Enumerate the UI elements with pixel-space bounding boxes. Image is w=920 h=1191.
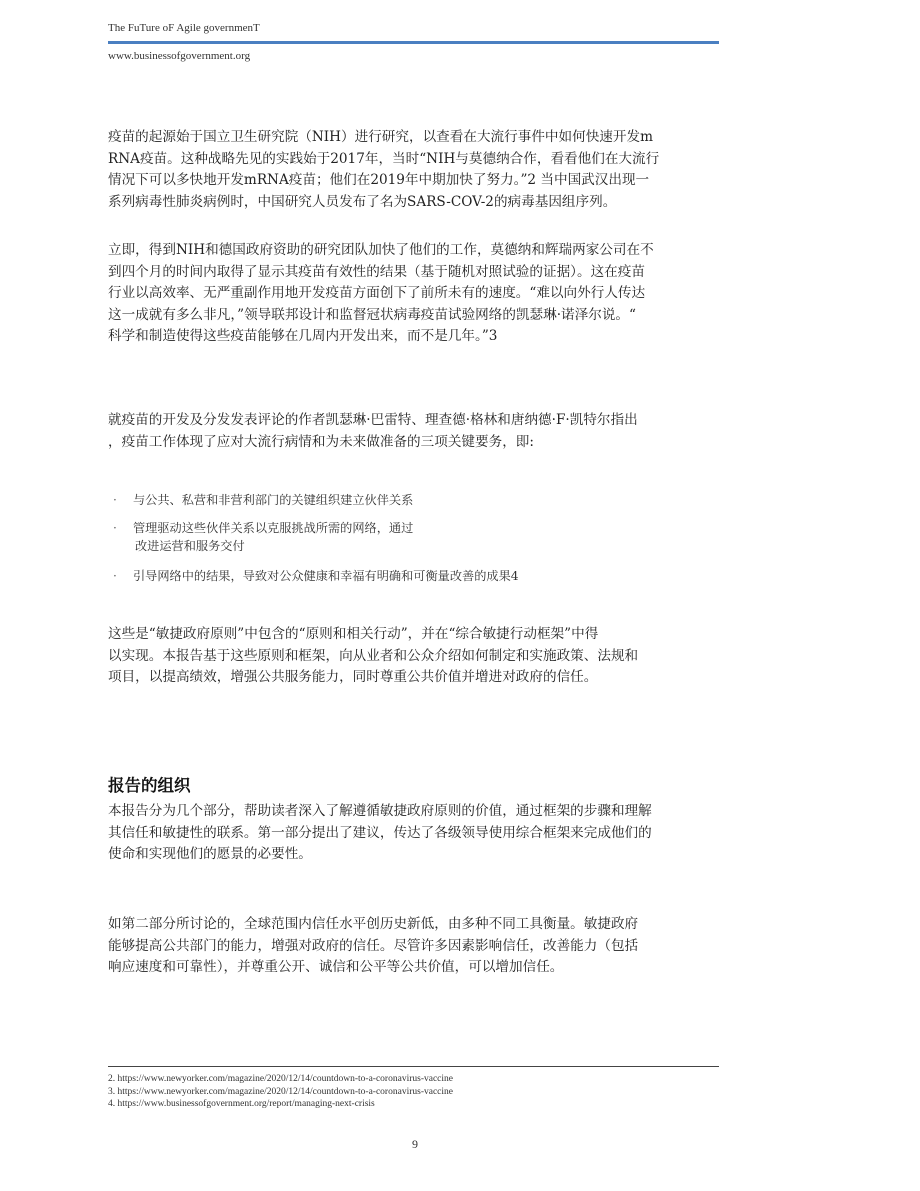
text-line: 能够提高公共部门的能力，增强对政府的信任。尽管许多因素影响信任，改善能力（包括 (108, 937, 639, 954)
text-line: 行业以高效率、无严重副作用地开发疫苗方面创下了前所未有的速度。“难以向外行人传达 (108, 285, 646, 301)
list-item-text: 管理驱动这些伙伴关系以克服挑战所需的网络，通过 (133, 521, 414, 535)
page-number: 9 (412, 1137, 418, 1151)
text-line: 这些是“敏捷政府原则”中包含的“原则和相关行动”，并在“综合敏捷行动框架”中得 (108, 626, 599, 642)
running-header-title: The FuTure oF Agile governmenT (108, 22, 260, 34)
text-line: 疫苗的起源始于国立卫生研究院（NIH）进行研究，以查看在大流行事件中如何快速开发m (108, 129, 653, 145)
text-line: 本报告分为几个部分，帮助读者深入了解遵循敏捷政府原则的价值，通过框架的步骤和理解 (108, 803, 652, 819)
text-line: 就疫苗的开发及分发发表评论的作者凯瑟琳·巴雷特、理查德·格林和唐纳德·F·凯特尔指出 (108, 412, 638, 428)
text-line: 科学和制造使得这些疫苗能够在几周内开发出来，而不是几年。”3 (108, 328, 498, 344)
bullet-marker: · (113, 521, 117, 535)
text-line: 响应速度和可靠性），并尊重公开、诚信和公平等公共价值，可以增加信任。 (108, 959, 564, 975)
body-paragraph (108, 914, 720, 979)
header-divider (108, 41, 719, 44)
text-line: 到四个月的时间内取得了显示其疫苗有效性的结果（基于随机对照试验的证据）。这在疫苗 (108, 263, 645, 280)
text-line: 其信任和敏捷性的联系。第一部分提出了建议，传达了各级领导使用综合框架来完成他们的 (108, 824, 652, 841)
text-line: 以实现。本报告基于这些原则和框架，向从业者和公众介绍如何制定和实施政策、法规和 (108, 647, 639, 664)
text-line: 情况下可以多快地开发mRNA疫苗；他们在2019年中期加快了努力。”2 当中国武汉出现一 (108, 172, 650, 188)
body-paragraph (108, 240, 720, 348)
text-line: 系列病毒性肺炎病例时，中国研究人员发布了名为SARS-COV-2的病毒基因组序列。 (108, 193, 617, 210)
footnote: 4. https://www.businessofgovernment.org/report/managing-next-crisis (108, 1099, 375, 1109)
text-line: 这一成就有多么非凡，”领导联邦设计和监督冠状病毒疫苗试验网络的凯瑟琳·诺泽尔说。“ (108, 306, 636, 323)
section-heading: 报告的组织 (108, 776, 191, 795)
body-paragraph (108, 127, 720, 213)
text-line: ，疫苗工作体现了应对大流行病情和为未来做准备的三项关键要务，即: (108, 433, 534, 450)
text-line: 使命和实现他们的愿景的必要性。 (108, 846, 312, 862)
running-header-url: www.businessofgovernment.org (108, 50, 251, 62)
text-line: 项目，以提高绩效，增强公共服务能力，同时尊重公共价值并增进对政府的信任。 (108, 669, 598, 685)
list-item-text: 改进运营和服务交付 (135, 539, 245, 553)
text-line: 立即，得到NIH和德国政府资助的研究团队加快了他们的工作，莫德纳和辉瑞两家公司在不 (108, 242, 654, 258)
bullet-marker: · (113, 493, 117, 507)
body-paragraph (108, 410, 720, 453)
body-paragraph (108, 624, 720, 689)
body-paragraph (108, 801, 720, 866)
footnote: 3. https://www.newyorker.com/magazine/2020/12/14/countdown-to-a-coronavirus-vaccine (108, 1086, 453, 1097)
footnote-divider (108, 1066, 719, 1067)
list-item-text: 引导网络中的结果，导致对公众健康和幸福有明确和可衡量改善的成果4 (133, 569, 519, 583)
bullet-marker: · (113, 569, 117, 583)
list-item-text: 与公共、私营和非营利部门的关键组织建立伙伴关系 (133, 493, 414, 507)
footnote: 2. https://www.newyorker.com/magazine/2020/12/14/countdown-to-a-coronavirus-vaccine (108, 1074, 453, 1084)
text-line: RNA疫苗。这种战略先见的实践始于2017年，当时“NIH与莫德纳合作，看看他们在大流行 (108, 150, 660, 167)
footnotes (108, 1073, 453, 1111)
text-line: 如第二部分所讨论的，全球范围内信任水平创历史新低，由多种不同工具衡量。敏捷政府 (108, 916, 639, 932)
